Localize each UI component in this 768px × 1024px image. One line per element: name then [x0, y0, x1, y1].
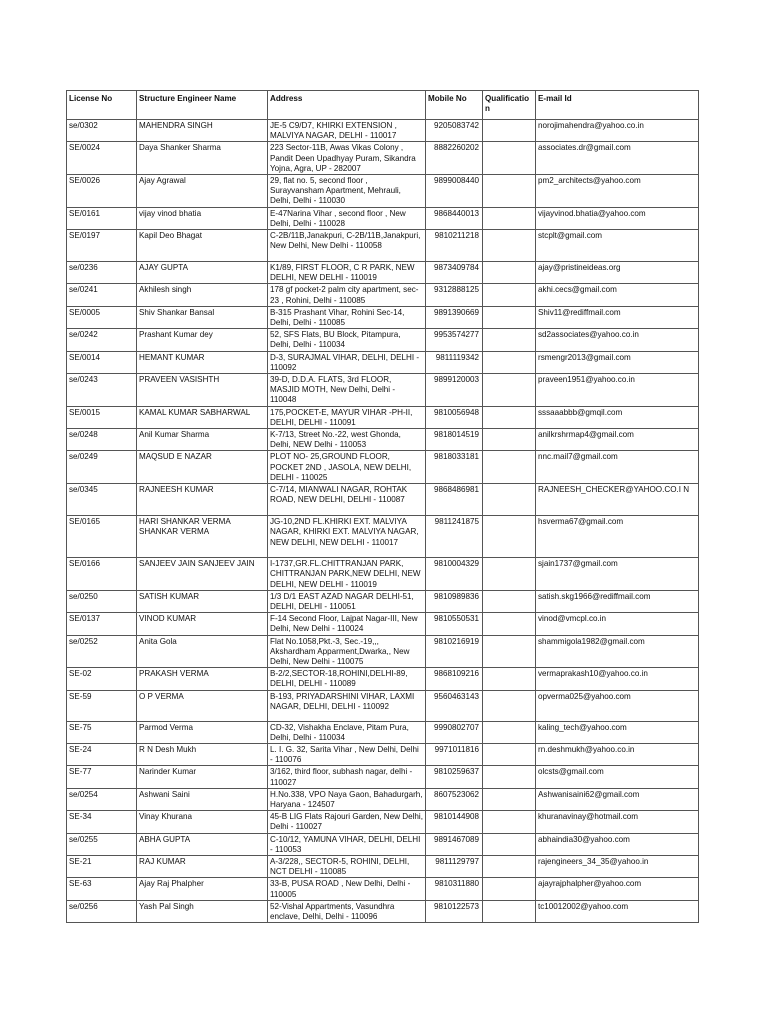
qualification-cell: [483, 429, 536, 451]
address-cell: E-47Narina Vihar , second floor , New Delhi, Delhi - 110028: [268, 207, 426, 229]
mobile-cell: 9810144908: [426, 811, 483, 833]
email-cell: stcplt@gmail.com: [536, 230, 699, 262]
engineer-name-cell: AJAY GUPTA: [137, 262, 268, 284]
table-row: [67, 142, 699, 175]
license-cell: se/0249: [67, 451, 137, 484]
license-cell: SE-59: [67, 690, 137, 721]
table-row: [67, 788, 699, 810]
license-cell: SE-63: [67, 878, 137, 900]
qualification-cell: [483, 306, 536, 328]
engineer-name-cell: RAJNEESH KUMAR: [137, 484, 268, 516]
table-row: [67, 120, 699, 142]
address-cell: 3/162, third floor, subhash nagar, delhi - 110027: [268, 766, 426, 788]
mobile-cell: 9899008440: [426, 175, 483, 208]
address-cell: C-10/12, YAMUNA VIHAR, DELHI, DELHI - 110053: [268, 833, 426, 855]
engineer-name-cell: Ajay Raj Phalpher: [137, 878, 268, 900]
email-cell: olcsts@gmail.com: [536, 766, 699, 788]
address-cell: 175,POCKET-E, MAYUR VIHAR -PH-II, DELHI, DELHI - 110091: [268, 406, 426, 428]
email-cell: anilkrshrmap4@gmail.com: [536, 429, 699, 451]
address-cell: 29, flat no. 5, second floor , Surayvansham Apartment, Mehrauli, Delhi, Delhi - 110030: [268, 175, 426, 208]
qualification-cell: [483, 142, 536, 175]
table-row: [67, 306, 699, 328]
engineer-name-cell: vijay vinod bhatia: [137, 207, 268, 229]
table-row: [67, 558, 699, 591]
table-row: [67, 668, 699, 690]
engineer-name-cell: Ajay Agrawal: [137, 175, 268, 208]
engineer-name-cell: Ashwani Saini: [137, 788, 268, 810]
qualification-cell: [483, 451, 536, 484]
license-cell: se/0255: [67, 833, 137, 855]
table-row: [67, 207, 699, 229]
mobile-cell: 9971011816: [426, 743, 483, 765]
qualification-cell: [483, 329, 536, 351]
qualification-cell: [483, 230, 536, 262]
license-cell: se/0252: [67, 635, 137, 668]
email-cell: sjain1737@gmail.com: [536, 558, 699, 591]
qualification-cell: [483, 406, 536, 428]
table-row: [67, 613, 699, 635]
table-row: [67, 516, 699, 558]
address-cell: 223 Sector-11B, Awas Vikas Colony , Pandit Deen Upadhyay Puram, Sikandra Yojna, Agra, UP - 282007: [268, 142, 426, 175]
license-cell: se/0236: [67, 262, 137, 284]
email-cell: shammigola1982@gmail.com: [536, 635, 699, 668]
mobile-cell: 9818033181: [426, 451, 483, 484]
engineer-name-cell: VINOD KUMAR: [137, 613, 268, 635]
email-cell: tc10012002@yahoo.com: [536, 900, 699, 922]
address-cell: B-315 Prashant Vihar, Rohini Sec-14, Delhi, Delhi - 110085: [268, 306, 426, 328]
email-cell: ajayrajphalpher@yahoo.com: [536, 878, 699, 900]
qualification-cell: [483, 743, 536, 765]
license-cell: SE/0165: [67, 516, 137, 558]
email-cell: hsverma67@gmail.com: [536, 516, 699, 558]
engineer-name-cell: SANJEEV JAIN SANJEEV JAIN: [137, 558, 268, 591]
table-row: [67, 374, 699, 407]
license-cell: se/0242: [67, 329, 137, 351]
qualification-cell: [483, 120, 536, 142]
engineer-name-cell: R N Desh Mukh: [137, 743, 268, 765]
license-cell: SE/0197: [67, 230, 137, 262]
license-cell: SE-75: [67, 721, 137, 743]
qualification-cell: [483, 788, 536, 810]
engineer-name-cell: MAQSUD E NAZAR: [137, 451, 268, 484]
address-cell: A-3/228,, SECTOR-5, ROHINI, DELHI, NCT DELHI - 110085: [268, 855, 426, 877]
mobile-cell: 9868109216: [426, 668, 483, 690]
license-cell: SE-24: [67, 743, 137, 765]
email-cell: Ashwanisaini62@gmail.com: [536, 788, 699, 810]
table-row: [67, 878, 699, 900]
qualification-cell: [483, 721, 536, 743]
mobile-cell: 9811129797: [426, 855, 483, 877]
email-cell: RAJNEESH_CHECKER@YAHOO.CO.I N: [536, 484, 699, 516]
license-cell: SE-21: [67, 855, 137, 877]
email-cell: praveen1951@yahoo.co.in: [536, 374, 699, 407]
email-cell: vijayvinod.bhatia@yahoo.com: [536, 207, 699, 229]
license-cell: SE/0024: [67, 142, 137, 175]
email-cell: sssaaabbb@gmqil.com: [536, 406, 699, 428]
engineer-register-sheet: [66, 90, 698, 923]
license-cell: SE/0161: [67, 207, 137, 229]
address-cell: B-193, PRIYADARSHINI VIHAR, LAXMI NAGAR, DELHI, DELHI - 110092: [268, 690, 426, 721]
engineer-name-cell: PRAKASH VERMA: [137, 668, 268, 690]
mobile-cell: 9810122573: [426, 900, 483, 922]
header-address: Address: [268, 91, 426, 120]
qualification-cell: [483, 590, 536, 612]
license-cell: se/0345: [67, 484, 137, 516]
mobile-cell: 9810550531: [426, 613, 483, 635]
table-row: [67, 429, 699, 451]
qualification-cell: [483, 833, 536, 855]
table-row: [67, 855, 699, 877]
address-cell: 33-B, PUSA ROAD , New Delhi, Delhi - 110005: [268, 878, 426, 900]
email-cell: rajengineers_34_35@yahoo.in: [536, 855, 699, 877]
address-cell: D-3, SURAJMAL VIHAR, DELHI, DELHI - 110092: [268, 351, 426, 373]
email-cell: khuranavinay@hotmail.com: [536, 811, 699, 833]
mobile-cell: 9810211218: [426, 230, 483, 262]
license-cell: SE-34: [67, 811, 137, 833]
engineer-name-cell: Prashant Kumar dey: [137, 329, 268, 351]
address-cell: C-7/14, MIANWALI NAGAR, ROHTAK ROAD, NEW DELHI, DELHI - 110087: [268, 484, 426, 516]
address-cell: 52-Vishal Appartments, Vasundhra enclave, Delhi, Delhi - 110096: [268, 900, 426, 922]
address-cell: K-7/13, Street No.-22, west Ghonda, Delhi, NEW Delhi - 110053: [268, 429, 426, 451]
engineer-name-cell: SATISH KUMAR: [137, 590, 268, 612]
engineer-name-cell: O P VERMA: [137, 690, 268, 721]
mobile-cell: 9810311880: [426, 878, 483, 900]
mobile-cell: 8882260202: [426, 142, 483, 175]
address-cell: I-1737,GR.FL.CHITTRANJAN PARK, CHITTRANJAN PARK,NEW DELHI, NEW DELHI, NEW DELHI - 110019: [268, 558, 426, 591]
license-cell: se/0243: [67, 374, 137, 407]
license-cell: se/0241: [67, 284, 137, 306]
engineer-name-cell: ABHA GUPTA: [137, 833, 268, 855]
address-cell: 45-B LIG Flats Rajouri Garden, New Delhi, Delhi - 110027: [268, 811, 426, 833]
engineer-name-cell: HARI SHANKAR VERMA SHANKAR VERMA: [137, 516, 268, 558]
header-qualification: Qualificatio n: [483, 91, 536, 120]
email-cell: Shiv11@rediffmail.com: [536, 306, 699, 328]
email-cell: opverma025@yahoo.com: [536, 690, 699, 721]
address-cell: K1/89, FIRST FLOOR, C R PARK, NEW DELHI, NEW DELHI - 110019: [268, 262, 426, 284]
address-cell: C-2B/11B,Janakpuri, C-2B/11B,Janakpuri, New Delhi, New Delhi - 110058: [268, 230, 426, 262]
mobile-cell: 9868440013: [426, 207, 483, 229]
email-cell: nnc.mail7@gmail.com: [536, 451, 699, 484]
table-row: [67, 743, 699, 765]
email-cell: sd2associates@yahoo.co.in: [536, 329, 699, 351]
email-cell: associates.dr@gmail.com: [536, 142, 699, 175]
qualification-cell: [483, 855, 536, 877]
table-row: [67, 590, 699, 612]
engineer-name-cell: Anil Kumar Sharma: [137, 429, 268, 451]
mobile-cell: 9810989836: [426, 590, 483, 612]
mobile-cell: 9873409784: [426, 262, 483, 284]
mobile-cell: 9953574277: [426, 329, 483, 351]
qualification-cell: [483, 635, 536, 668]
engineer-name-cell: MAHENDRA SINGH: [137, 120, 268, 142]
license-cell: se/0254: [67, 788, 137, 810]
qualification-cell: [483, 766, 536, 788]
mobile-cell: 9810056948: [426, 406, 483, 428]
address-cell: 178 gf pocket-2 palm city apartment, sec-23 , Rohini, Delhi - 110085: [268, 284, 426, 306]
mobile-cell: 8607523062: [426, 788, 483, 810]
license-cell: SE/0005: [67, 306, 137, 328]
email-cell: vinod@vmcpl.co.in: [536, 613, 699, 635]
address-cell: F-14 Second Floor, Lajpat Nagar-III, New Delhi, New Delhi - 110024: [268, 613, 426, 635]
header-license-no: License No: [67, 91, 137, 120]
email-cell: rn.deshmukh@yahoo.co.in: [536, 743, 699, 765]
email-cell: satish.skg1966@rediffmail.com: [536, 590, 699, 612]
engineer-name-cell: Parmod Verma: [137, 721, 268, 743]
qualification-cell: [483, 262, 536, 284]
mobile-cell: 9810259637: [426, 766, 483, 788]
address-cell: L. I. G. 32, Sarita Vihar , New Delhi, Delhi - 110076: [268, 743, 426, 765]
qualification-cell: [483, 175, 536, 208]
license-cell: SE/0137: [67, 613, 137, 635]
qualification-cell: [483, 374, 536, 407]
mobile-cell: 9818014519: [426, 429, 483, 451]
engineer-name-cell: Kapil Deo Bhagat: [137, 230, 268, 262]
email-cell: kaling_tech@yahoo.com: [536, 721, 699, 743]
engineer-name-cell: PRAVEEN VASISHTH: [137, 374, 268, 407]
address-cell: 1/3 D/1 EAST AZAD NAGAR DELHI-51, DELHI, DELHI - 110051: [268, 590, 426, 612]
address-cell: JE-5 C9/D7, KHIRKI EXTENSION , MALVIYA NAGAR, DELHI - 110017: [268, 120, 426, 142]
license-cell: SE-02: [67, 668, 137, 690]
mobile-cell: 9810216919: [426, 635, 483, 668]
engineer-name-cell: Yash Pal Singh: [137, 900, 268, 922]
mobile-cell: 9899120003: [426, 374, 483, 407]
mobile-cell: 9810004329: [426, 558, 483, 591]
address-cell: CD-32, Vishakha Enclave, Pitam Pura, Delhi, Delhi - 110034: [268, 721, 426, 743]
mobile-cell: 9312888125: [426, 284, 483, 306]
table-row: [67, 262, 699, 284]
table-row: [67, 451, 699, 484]
license-cell: SE/0014: [67, 351, 137, 373]
engineer-name-cell: Anita Gola: [137, 635, 268, 668]
header-structure-engineer-name: Structure Engineer Name: [137, 91, 268, 120]
header-mobile-no: Mobile No: [426, 91, 483, 120]
license-cell: SE/0026: [67, 175, 137, 208]
address-cell: 52, SFS Flats, BU Block, Pitampura, Delhi, Delhi - 110034: [268, 329, 426, 351]
email-cell: norojimahendra@yahoo.co.in: [536, 120, 699, 142]
license-cell: se/0302: [67, 120, 137, 142]
engineer-name-cell: Vinay Khurana: [137, 811, 268, 833]
engineer-name-cell: HEMANT KUMAR: [137, 351, 268, 373]
engineer-name-cell: RAJ KUMAR: [137, 855, 268, 877]
address-cell: H.No.338, VPO Naya Gaon, Bahadurgarh, Haryana - 124507: [268, 788, 426, 810]
engineer-name-cell: Daya Shanker Sharma: [137, 142, 268, 175]
license-cell: se/0250: [67, 590, 137, 612]
qualification-cell: [483, 351, 536, 373]
qualification-cell: [483, 811, 536, 833]
mobile-cell: 9811241875: [426, 516, 483, 558]
table-row: [67, 721, 699, 743]
qualification-cell: [483, 690, 536, 721]
table-row: [67, 833, 699, 855]
table-row: [67, 351, 699, 373]
license-cell: SE/0166: [67, 558, 137, 591]
qualification-cell: [483, 484, 536, 516]
license-cell: SE-77: [67, 766, 137, 788]
email-cell: rsmengr2013@gmail.com: [536, 351, 699, 373]
qualification-cell: [483, 558, 536, 591]
table-row: [67, 484, 699, 516]
engineer-name-cell: KAMAL KUMAR SABHARWAL: [137, 406, 268, 428]
engineer-name-cell: Akhilesh singh: [137, 284, 268, 306]
qualification-cell: [483, 878, 536, 900]
mobile-cell: 9811119342: [426, 351, 483, 373]
qualification-cell: [483, 613, 536, 635]
mobile-cell: 9560463143: [426, 690, 483, 721]
header-email-id: E-mail Id: [536, 91, 699, 120]
engineer-name-cell: Narinder Kumar: [137, 766, 268, 788]
address-cell: PLOT NO- 25,GROUND FLOOR, POCKET 2ND , JASOLA, NEW DELHI, DELHI - 110025: [268, 451, 426, 484]
table-row: [67, 406, 699, 428]
table-row: [67, 329, 699, 351]
mobile-cell: 9868486981: [426, 484, 483, 516]
table-row: [67, 635, 699, 668]
table-row: [67, 900, 699, 922]
address-cell: Flat No.1058,Pkt.-3, Sec.-19,,, Akshardham Apparment,Dwarka,, New Delhi, New Delhi - 110075: [268, 635, 426, 668]
address-cell: JG-10,2ND FL.KHIRKI EXT. MALVIYA NAGAR, KHIRKI EXT. MALVIYA NAGAR, NEW DELHI, NEW DELHI - 110017: [268, 516, 426, 558]
table-body: [67, 120, 699, 923]
engineer-name-cell: Shiv Shankar Bansal: [137, 306, 268, 328]
address-cell: B-2/2,SECTOR-18,ROHINI,DELHI-89, DELHI, DELHI - 110089: [268, 668, 426, 690]
license-cell: SE/0015: [67, 406, 137, 428]
table-row: [67, 690, 699, 721]
license-cell: se/0248: [67, 429, 137, 451]
email-cell: pm2_architects@yahoo.com: [536, 175, 699, 208]
header-row: [67, 91, 699, 120]
table-row: [67, 811, 699, 833]
qualification-cell: [483, 207, 536, 229]
license-cell: se/0256: [67, 900, 137, 922]
mobile-cell: 9891390669: [426, 306, 483, 328]
qualification-cell: [483, 900, 536, 922]
qualification-cell: [483, 668, 536, 690]
engineer-table: [66, 90, 699, 923]
table-row: [67, 230, 699, 262]
qualification-cell: [483, 516, 536, 558]
qualification-cell: [483, 284, 536, 306]
table-row: [67, 284, 699, 306]
address-cell: 39-D, D.D.A. FLATS, 3rd FLOOR, MASJID MOTH, New Delhi, Delhi - 110048: [268, 374, 426, 407]
email-cell: abhaindia30@yahoo.com: [536, 833, 699, 855]
table-row: [67, 175, 699, 208]
mobile-cell: 9891467089: [426, 833, 483, 855]
mobile-cell: 9205083742: [426, 120, 483, 142]
mobile-cell: 9990802707: [426, 721, 483, 743]
email-cell: vermaprakash10@yahoo.co.in: [536, 668, 699, 690]
email-cell: akhi.cecs@gmail.com: [536, 284, 699, 306]
table-row: [67, 766, 699, 788]
email-cell: ajay@pristineideas.org: [536, 262, 699, 284]
